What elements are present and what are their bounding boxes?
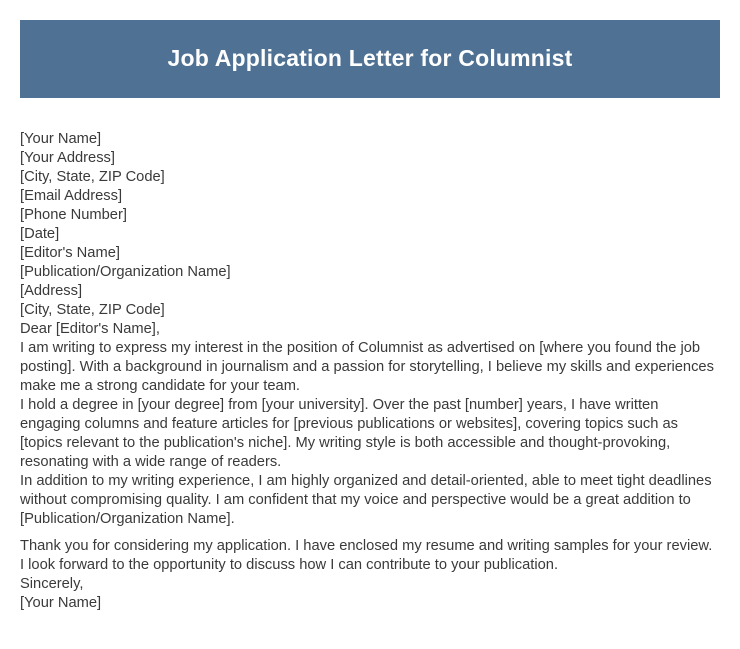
recipient-line: [Publication/Organization Name] [20,264,231,280]
sender-line: [Phone Number] [20,207,127,223]
salutation: Dear [Editor's Name], [20,321,160,337]
recipient-line: [Address] [20,283,83,299]
sender-line: [City, State, ZIP Code] [20,169,165,185]
page-title: Job Application Letter for Columnist [167,45,573,72]
closing: Sincerely, [20,576,84,592]
document-page [0,20,740,649]
body-paragraph: In addition to my writing experience, I am highly organized and detail-oriented, able to meet tight deadlines without compromising quality. I am confident that my voice and perspective would be a great addition to [Publication/Organization Name]. [20,473,712,527]
body-paragraph: I am writing to express my interest in the position of Columnist as advertised on [where you found the job posting]. With a background in journalism and a passion for storytelling, I believe my skills and experiences make me a strong candidate for your team. [20,340,714,394]
letter-body [20,98,720,613]
body-paragraph: Thank you for considering my application. I have enclosed my resume and writing samples for your review. I look forward to the opportunity to discuss how I can contribute to your publication. [20,538,713,573]
recipient-line: [Editor's Name] [20,245,120,261]
signature: [Your Name] [20,595,102,611]
sender-line: [Email Address] [20,188,123,204]
sender-line: [Your Name] [20,131,102,147]
recipient-address-block [20,244,720,320]
sender-address-block [20,130,720,244]
paragraph-spacer [20,529,720,537]
body-paragraph: I hold a degree in [your degree] from [your university]. Over the past [number] years, I have written engaging columns and feature articles for [previous publications or websites], covering topics such as [topics relevant to the publication's niche]. My writing style is both accessible and thought-provoking, resonating with a wide range of readers. [20,397,679,470]
document-header-banner [20,20,720,98]
recipient-line: [City, State, ZIP Code] [20,302,165,318]
date-line: [Date] [20,226,60,242]
sender-line: [Your Address] [20,150,115,166]
